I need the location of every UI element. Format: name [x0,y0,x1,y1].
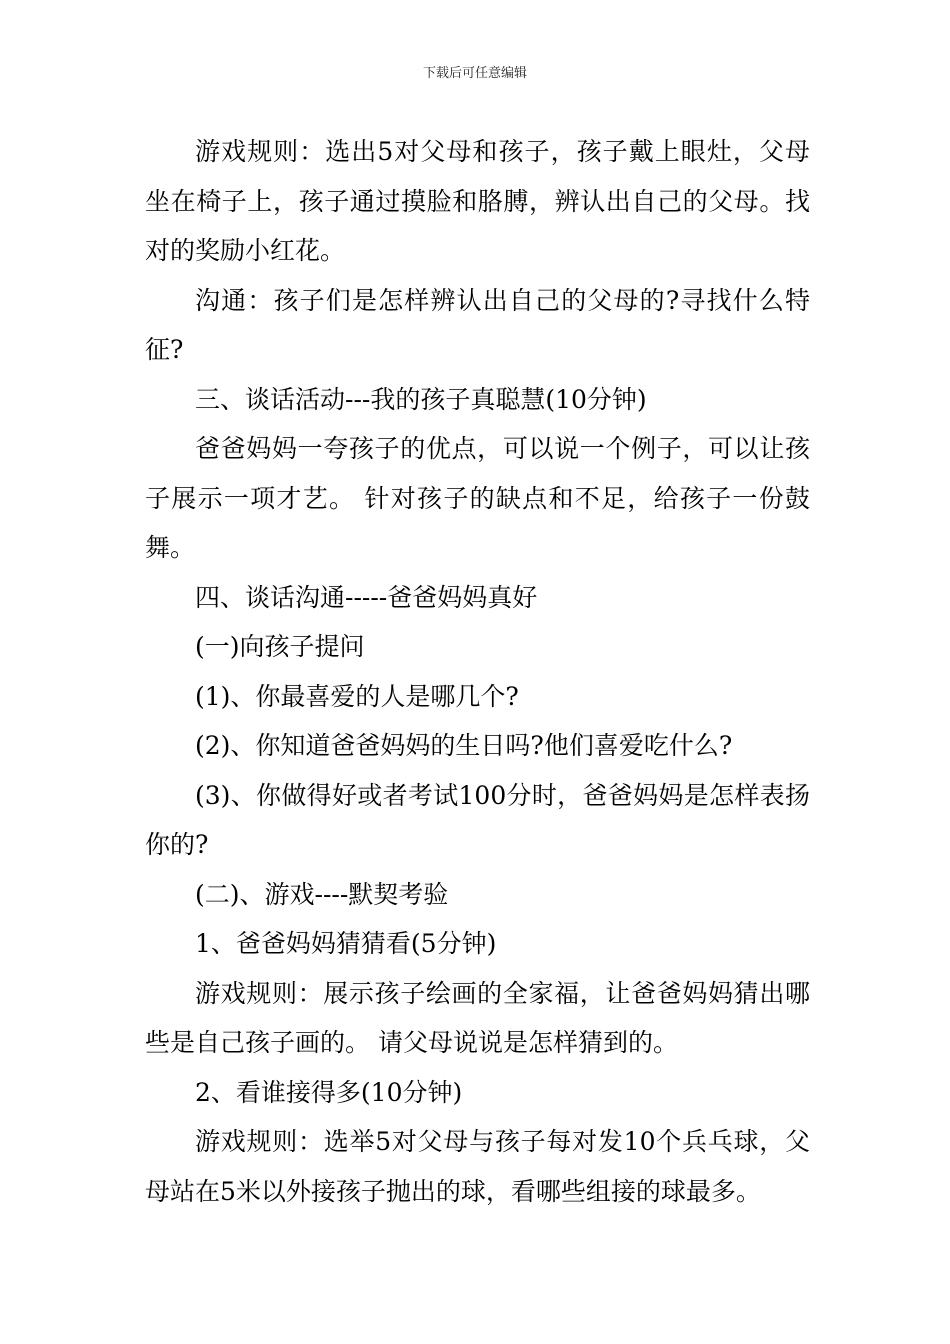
paragraph-game-rules-1: 游戏规则：选出5对父母和孩子，孩子戴上眼灶，父母坐在椅子上，孩子通过摸脸和胳膊，辨认出自己的父母。找对的奖励小红花。 [145,137,810,265]
question-item-3: (3)、你做得好或者考试100分时，爸爸妈妈是怎样表扬你的? [145,780,810,859]
subsection-heading-game: (二)、游戏----默契考验 [195,879,449,909]
page-header: 下载后可任意编辑 [422,66,527,81]
document-body [145,127,810,1216]
question-item-1: (1)、你最喜爱的人是哪几个? [195,681,519,711]
paragraph-praise: 爸爸妈妈一夸孩子的优点，可以说一个例子，可以让孩子展示一项才艺。 针对孩子的缺点和不足，给孩子一份鼓舞。 [145,434,810,562]
section-heading-3: 三、谈话活动---我的孩子真聪慧(10分钟) [195,384,647,414]
subsection-heading-questions: (一)向孩子提问 [195,632,365,661]
question-item-2: (2)、你知道爸爸妈妈的生日吗?他们喜爱吃什么? [195,731,733,760]
paragraph-communication: 沟通：孩子们是怎样辨认出自己的父母的?寻找什么特征? [145,285,810,364]
game-heading-1: 1、爸爸妈妈猜猜看(5分钟) [195,929,497,958]
section-heading-4: 四、谈话沟通-----爸爸妈妈真好 [195,582,538,612]
game-heading-2: 2、看谁接得多(10分钟) [195,1077,463,1107]
paragraph-game-rules-2: 游戏规则：展示孩子绘画的全家福，让爸爸妈妈猜出哪些是自己孩子画的。 请父母说说是怎样猜到的。 [145,978,810,1057]
paragraph-game-rules-3: 游戏规则：选举5对父母与孩子每对发10个兵乓球，父母站在5米以外接孩子抛出的球，看哪些组接的球最多。 [145,1127,810,1206]
